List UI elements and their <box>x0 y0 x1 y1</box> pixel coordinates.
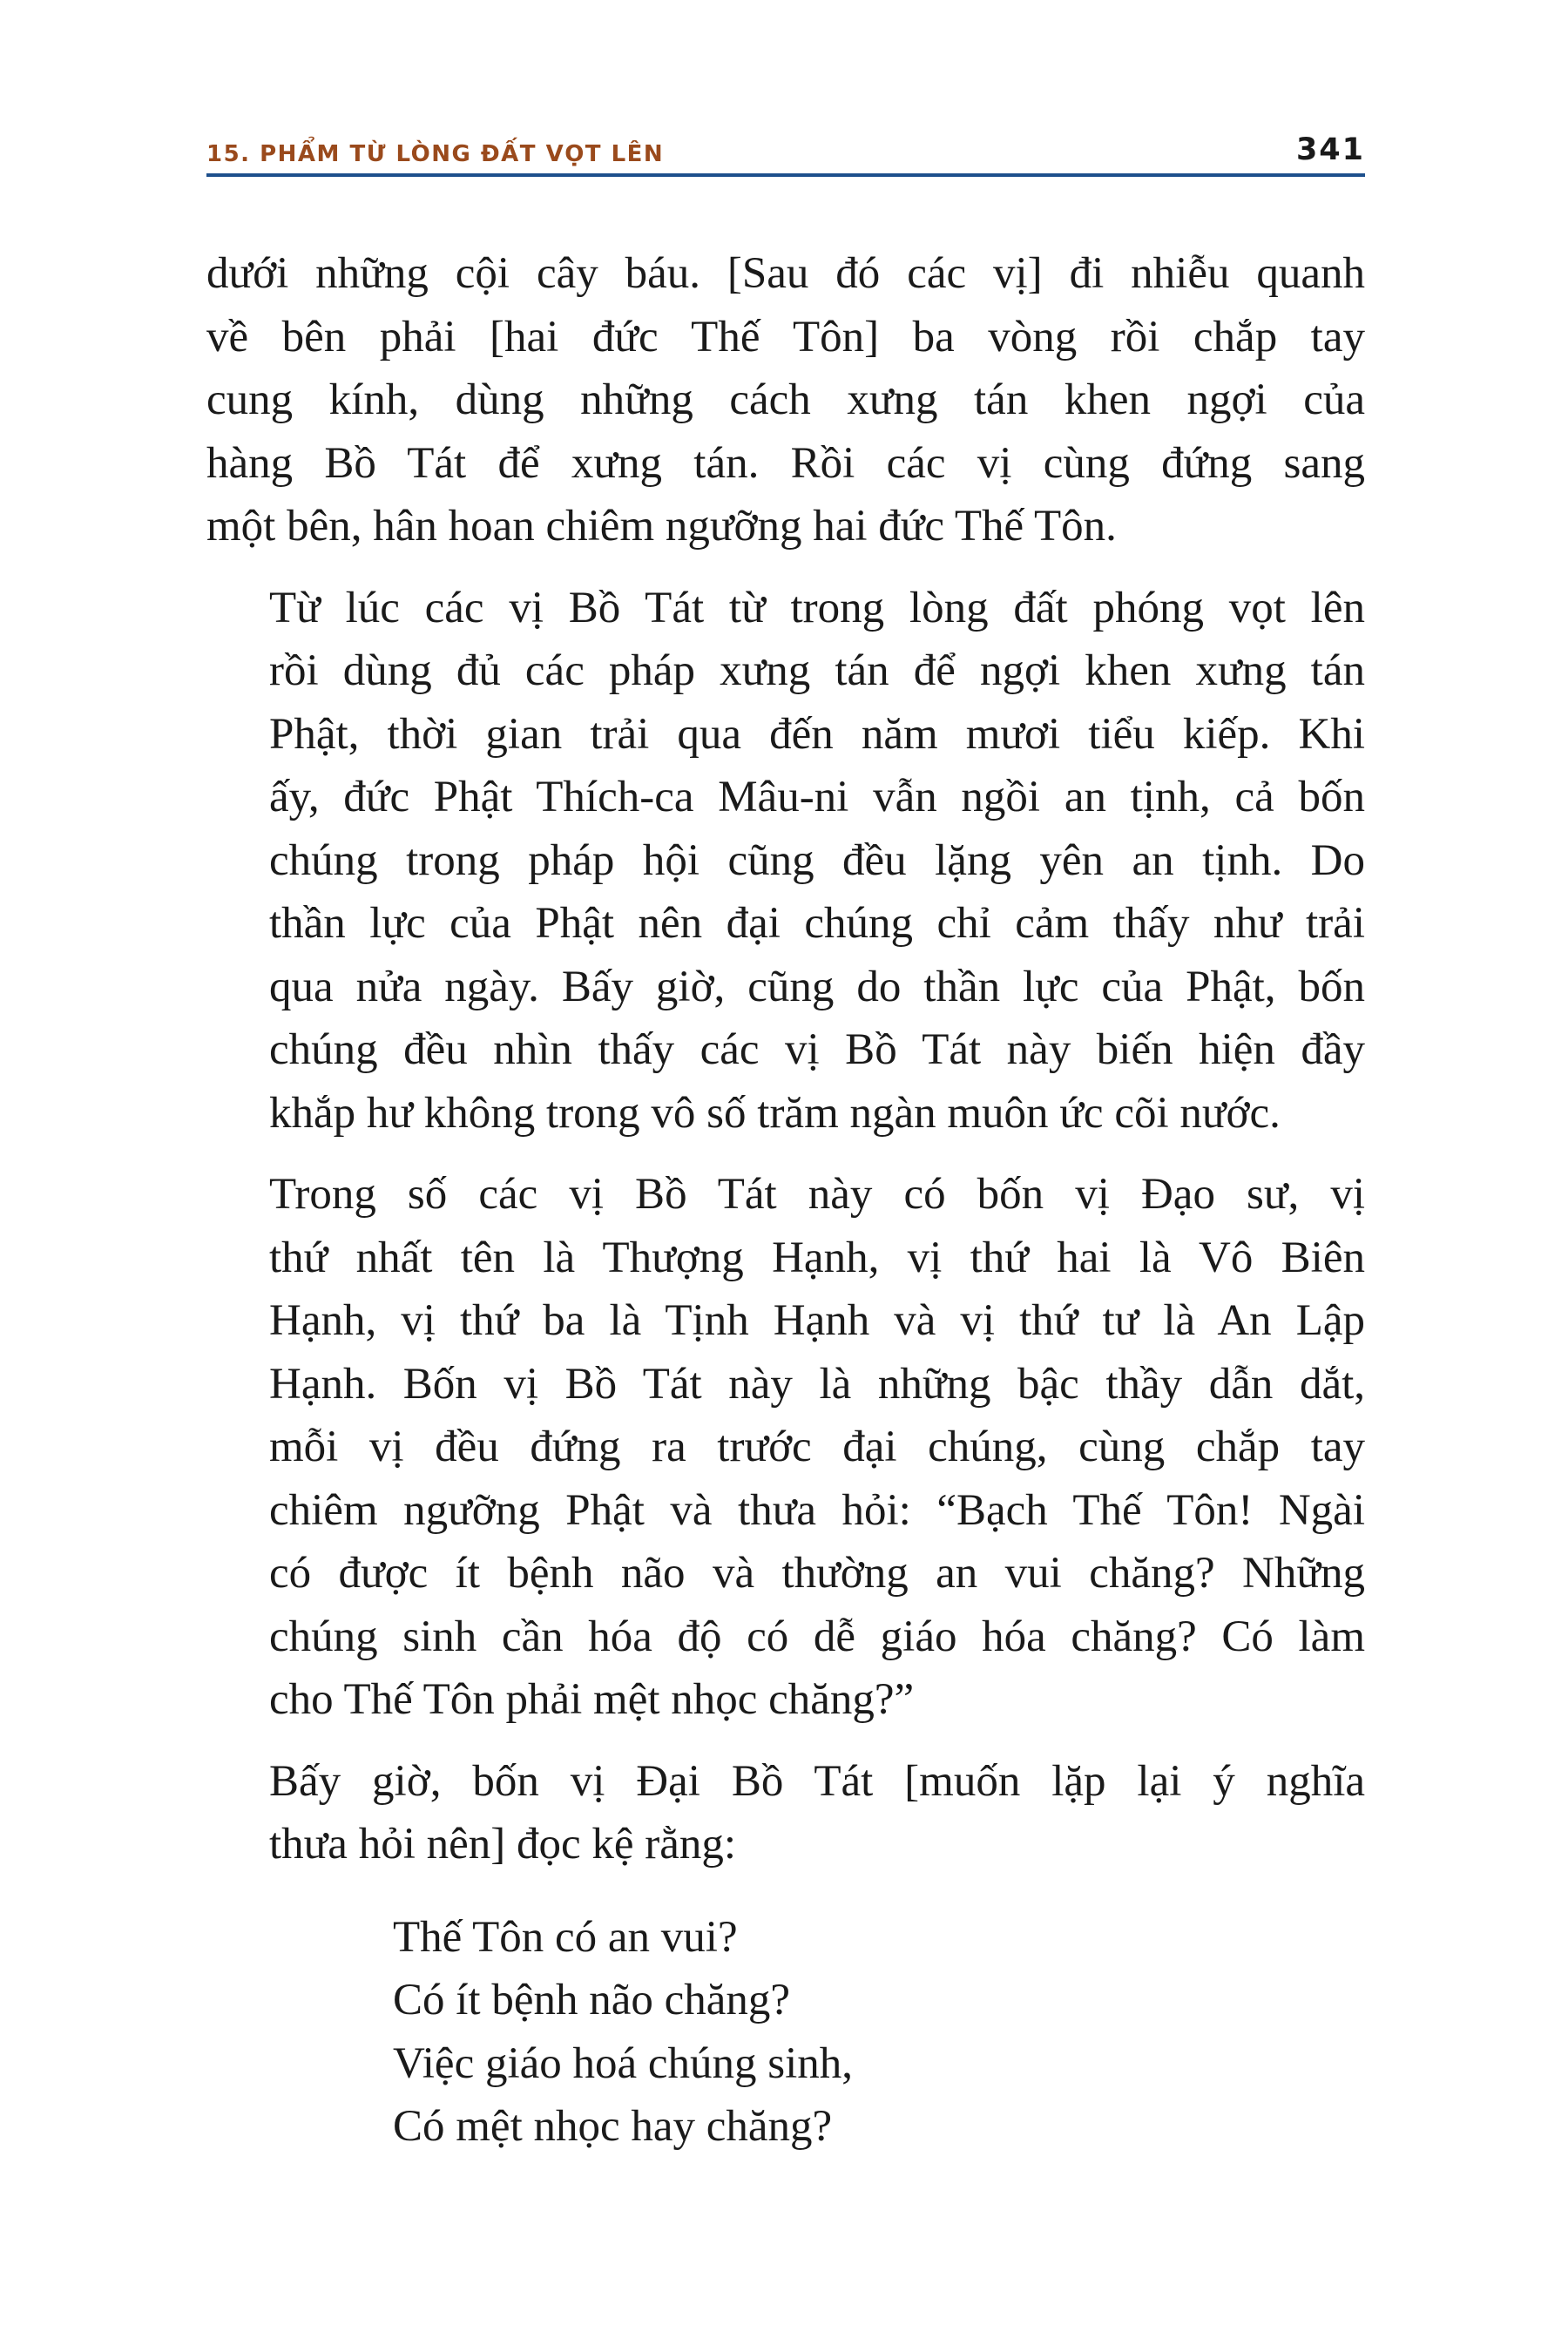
text-line: chiêm ngưỡng Phật và thưa hỏi: “Bạch Thế Tôn! Ngài <box>269 1485 1365 1535</box>
verse-line: Có mệt nhọc hay chăng? <box>393 2102 833 2151</box>
paragraph-2 <box>206 577 1365 1146</box>
chapter-title: 15. PHẨM TỪ LÒNG ĐẤT VỌT LÊN <box>206 141 665 167</box>
running-head <box>206 122 1365 174</box>
verse-line: Việc giáo hoá chúng sinh, <box>393 2038 854 2088</box>
verse-block <box>393 1906 1365 2159</box>
text-line: qua nửa ngày. Bấy giờ, cũng do thần lực của Phật, bốn <box>269 962 1365 1011</box>
text-line: về bên phải [hai đức Thế Tôn] ba vòng rồi chắp tay <box>206 312 1365 362</box>
text-line: dưới những cội cây báu. [Sau đó các vị] đi nhiễu quanh <box>206 249 1365 298</box>
paragraph-3 <box>206 1163 1365 1732</box>
verse-line: Thế Tôn có an vui? <box>393 1912 738 1962</box>
page-number: 341 <box>1295 132 1365 167</box>
text-line: mỗi vị đều đứng ra trước đại chúng, cùng chắp tay <box>269 1423 1365 1471</box>
text-line: Từ lúc các vị Bồ Tát từ trong lòng đất phóng vọt lên <box>269 583 1365 632</box>
text-line: thứ nhất tên là Thượng Hạnh, vị thứ hai là Vô Biên <box>269 1233 1365 1282</box>
text-line: chúng đều nhìn thấy các vị Bồ Tát này biến hiện đầy <box>269 1025 1365 1074</box>
text-line: Trong số các vị Bồ Tát này có bốn vị Đạo sư, vị <box>269 1170 1365 1219</box>
text-line: có được ít bệnh não và thường an vui chăng? Những <box>269 1549 1365 1598</box>
text-line: chúng sinh cần hóa độ có dễ giáo hóa chăng? Có làm <box>269 1612 1365 1661</box>
paragraph-4 <box>206 1750 1365 1876</box>
text-line: Hạnh, vị thứ ba là Tịnh Hạnh và vị thứ tư là An Lập <box>269 1296 1365 1345</box>
text-line: cho Thế Tôn phải mệt nhọc chăng?” <box>269 1675 915 1724</box>
text-line: khắp hư không trong vô số trăm ngàn muôn ức cõi nước. <box>269 1088 1281 1138</box>
header-rule <box>206 173 1365 177</box>
text-line: Phật, thời gian trải qua đến năm mươi tiểu kiếp. Khi <box>269 709 1365 759</box>
text-line: ấy, đức Phật Thích-ca Mâu-ni vẫn ngồi an tịnh, cả bốn <box>269 773 1365 821</box>
text-line: Bấy giờ, bốn vị Đại Bồ Tát [muốn lặp lại ý nghĩa <box>269 1756 1365 1806</box>
text-line: thần lực của Phật nên đại chúng chỉ cảm thấy như trải <box>269 899 1365 948</box>
body-text <box>206 242 1365 2159</box>
text-line: rồi dùng đủ các pháp xưng tán để ngợi khen xưng tán <box>269 646 1365 695</box>
text-line: một bên, hân hoan chiêm ngưỡng hai đức Thế Tôn. <box>206 502 1117 551</box>
verse-line: Có ít bệnh não chăng? <box>393 1976 791 2024</box>
text-line: thưa hỏi nên] đọc kệ rằng: <box>269 1820 737 1869</box>
text-line: cung kính, dùng những cách xưng tán khen ngợi của <box>206 375 1365 424</box>
paragraph-1 <box>206 242 1365 558</box>
text-line: hàng Bồ Tát để xưng tán. Rồi các vị cùng đứng sang <box>206 438 1365 488</box>
text-line: chúng trong pháp hội cũng đều lặng yên an tịnh. Do <box>269 835 1365 885</box>
text-line: Hạnh. Bốn vị Bồ Tát này là những bậc thầy dẫn dắt, <box>269 1359 1365 1409</box>
